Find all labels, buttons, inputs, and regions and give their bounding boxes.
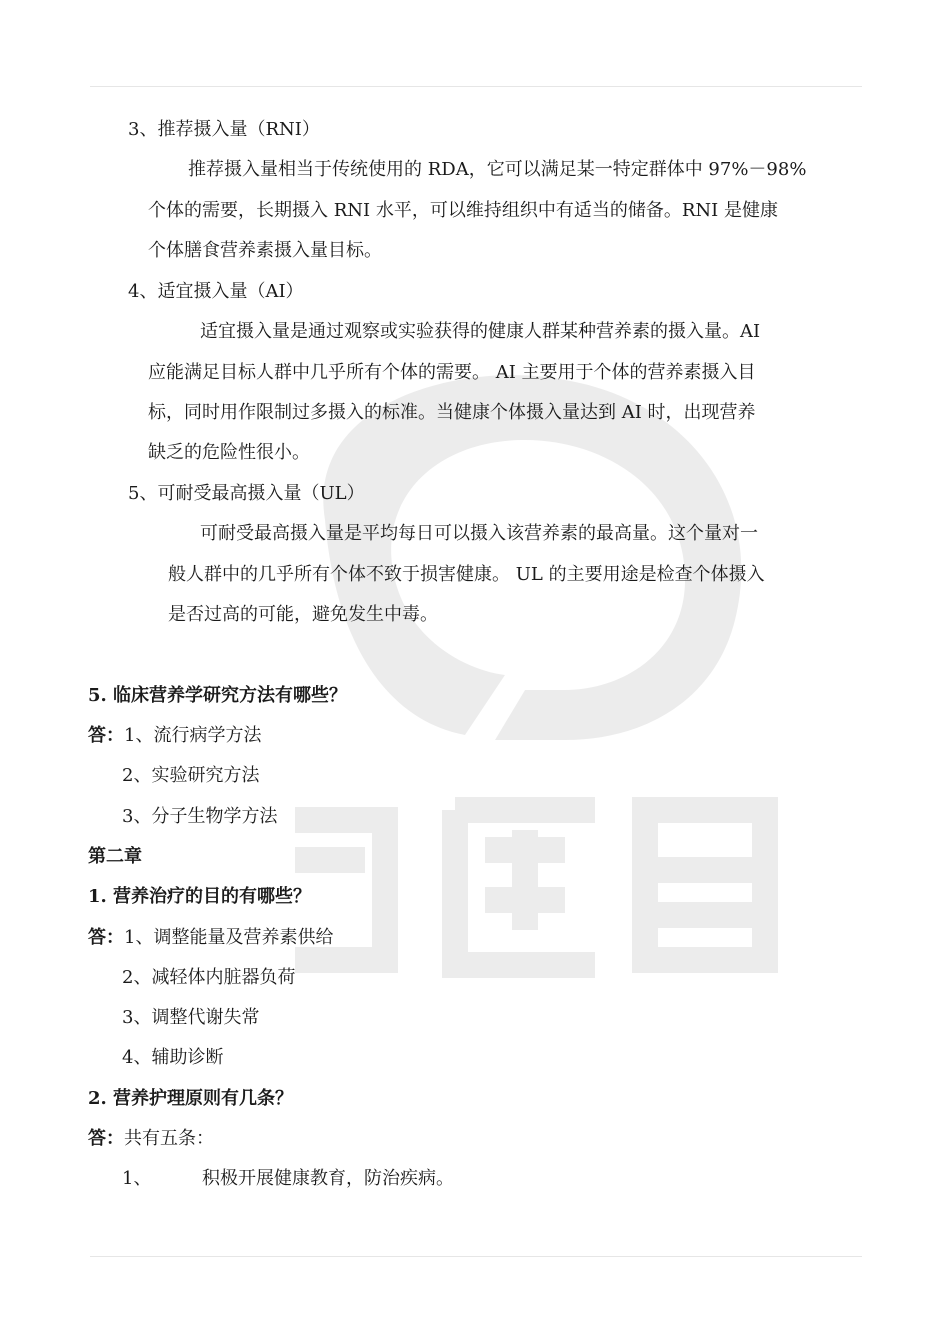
answer-item: 4、辅助诊断 <box>122 1047 224 1068</box>
answer-line <box>88 1127 214 1151</box>
answer-line <box>88 724 261 748</box>
answer-prefix: 答： <box>88 927 124 948</box>
paragraph-line: 推荐摄入量相当于传统使用的 RDA，它可以满足某一特定群体中 97%－98% <box>188 159 807 180</box>
paragraph-line: 适宜摄入量是通过观察或实验获得的健康人群某种营养素的摄入量。AI <box>200 321 761 342</box>
answer-text: 共有五条： <box>124 1128 214 1149</box>
list-item-text: 积极开展健康教育，防治疾病。 <box>202 1168 454 1189</box>
answer-item: 2、实验研究方法 <box>122 765 260 786</box>
answer-prefix: 答： <box>88 725 124 746</box>
answer-item: 2、减轻体内脏器负荷 <box>122 967 296 988</box>
answer-item: 3、调整代谢失常 <box>122 1007 260 1028</box>
section-heading-ai: 4、适宜摄入量（AI） <box>128 281 304 302</box>
paragraph-line: 是否过高的可能，避免发生中毒。 <box>168 604 438 625</box>
answer-prefix: 答： <box>88 1128 124 1149</box>
paragraph-line: 标，同时用作限制过多摄入的标准。当健康个体摄入量达到 AI 时，出现营养 <box>148 402 756 423</box>
watermark-logo <box>265 340 785 980</box>
paragraph-line: 般人群中的几乎所有个体不致于损害健康。 UL 的主要用途是检查个体摄入 <box>168 564 765 585</box>
chapter-title: 第二章 <box>88 846 142 867</box>
section-heading-rni: 3、推荐摄入量（RNI） <box>128 119 320 140</box>
paragraph-line: 个体膳食营养素摄入量目标。 <box>148 240 382 261</box>
answer-item: 3、分子生物学方法 <box>122 806 278 827</box>
header-rule <box>90 86 862 87</box>
paragraph-line: 可耐受最高摄入量是平均每日可以摄入该营养素的最高量。这个量对一 <box>200 523 758 544</box>
question-heading: 2. 营养护理原则有几条？ <box>88 1088 294 1109</box>
section-heading-ul: 5、可耐受最高摄入量（UL） <box>128 483 365 504</box>
answer-line <box>88 926 333 950</box>
answer-item: 1、调整能量及营养素供给 <box>124 927 334 948</box>
question-heading: 5. 临床营养学研究方法有哪些？ <box>88 685 348 706</box>
paragraph-line: 个体的需要，长期摄入 RNI 水平，可以维持组织中有适当的储备。RNI 是健康 <box>148 200 778 221</box>
footer-rule <box>90 1256 862 1257</box>
paragraph-line: 应能满足目标人群中几乎所有个体的需要。 AI 主要用于个体的营养素摄入目 <box>148 362 756 383</box>
list-number: 1、 <box>122 1168 152 1189</box>
answer-item: 1、流行病学方法 <box>124 725 262 746</box>
paragraph-line: 缺乏的危险性很小。 <box>148 442 310 463</box>
question-heading: 1. 营养治疗的目的有哪些？ <box>88 886 312 907</box>
